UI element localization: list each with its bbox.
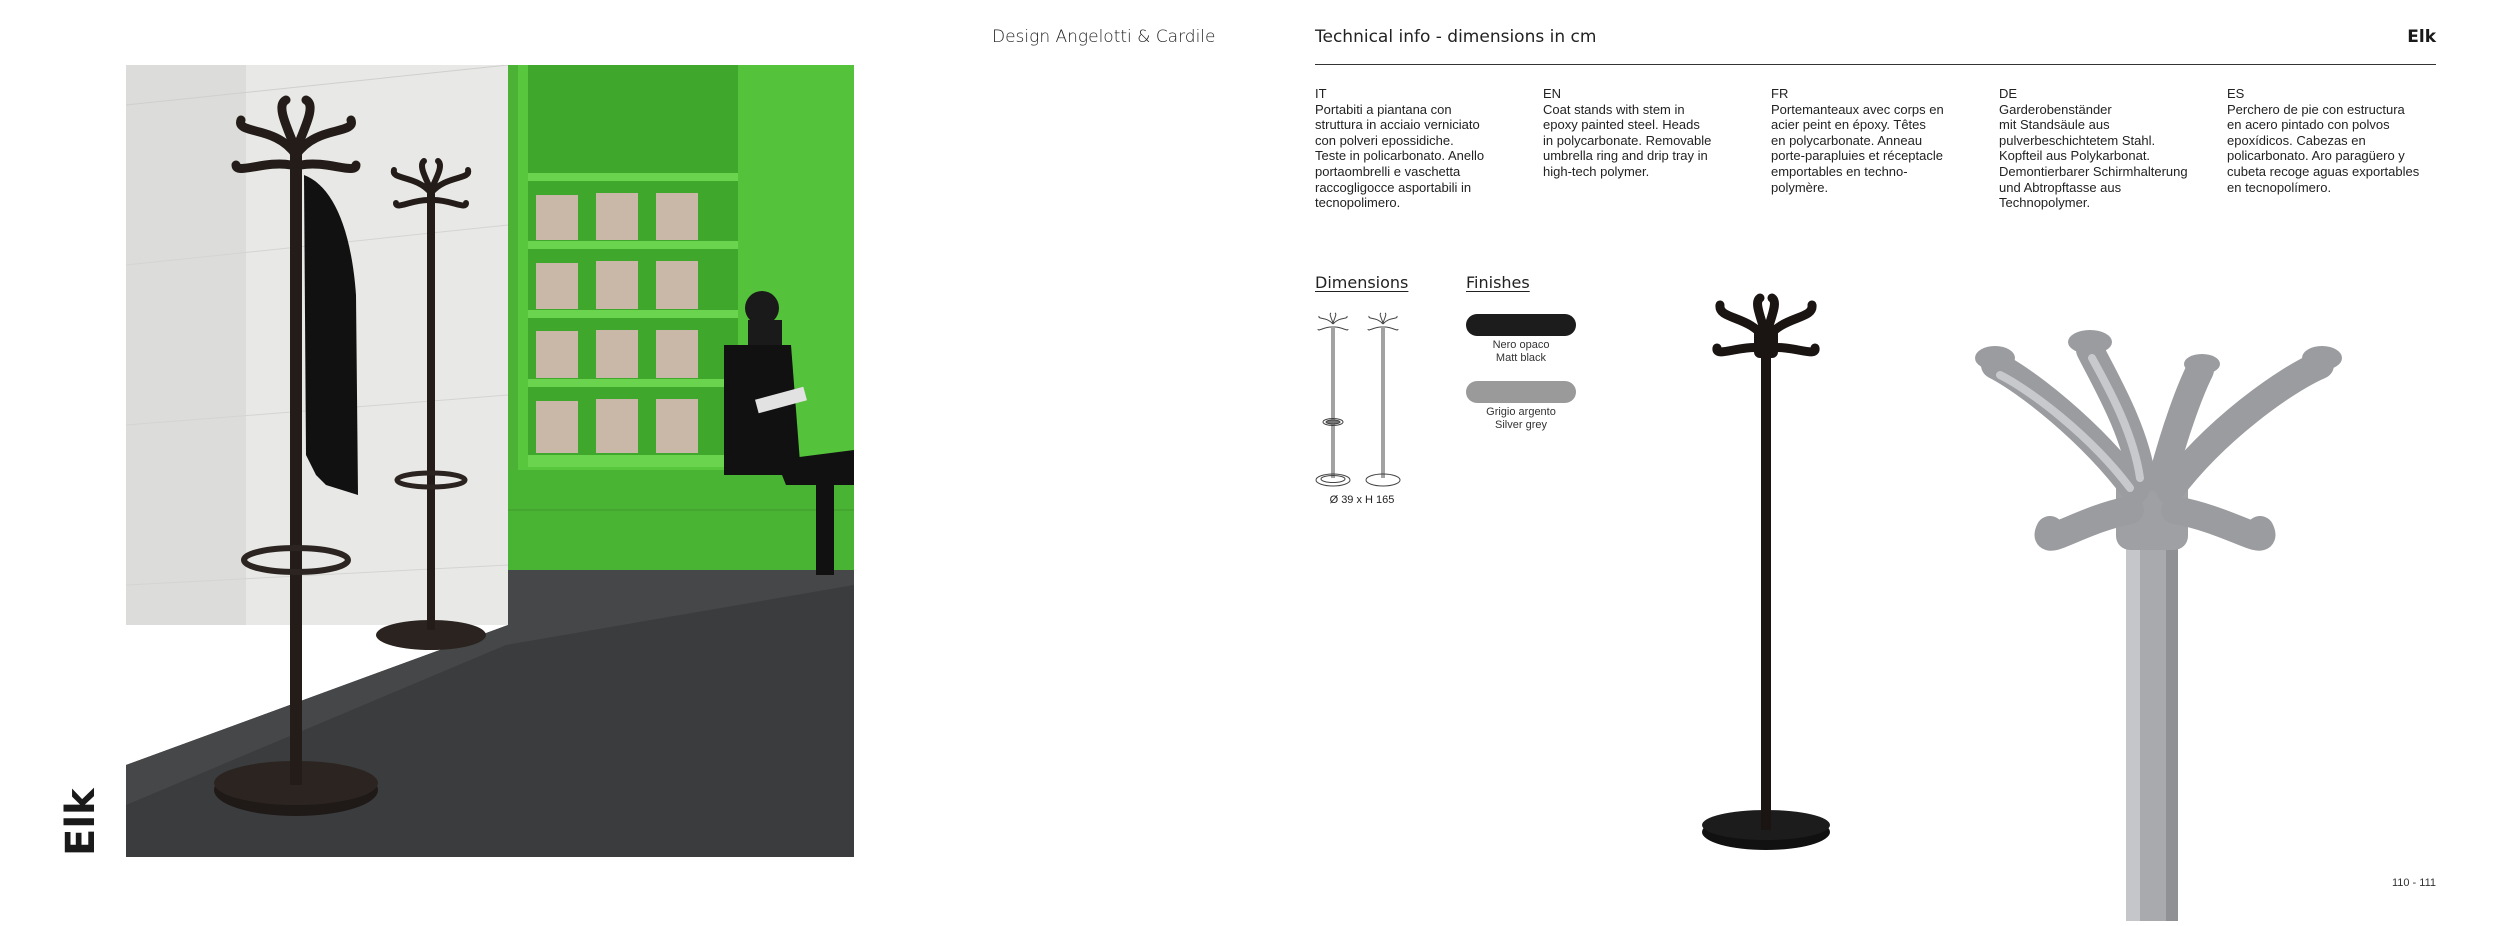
room-photo [126, 65, 854, 857]
lang-code: ES [2227, 86, 2245, 101]
lang-text: Perchero de pie con estructura en acero pintado con polvos epoxídicos. Cabezas en policarbonato. Aro paragüero y cubeta recoge aguas exportables en tecnopolímero. [2227, 101, 2420, 195]
lang-text: Portabiti a piantana con struttura in acciaio verniciato con polveri epossidiche. Teste in policarbonato. Anello portaombrelli e vaschetta raccogligocce asportabili in tecnopolimero. [1315, 101, 1485, 211]
room-scene-illustration [126, 65, 854, 857]
finish-name-it: Grigio argento [1486, 406, 1556, 418]
header-divider [1315, 64, 2436, 65]
finishes-heading: Finishes [1466, 273, 1530, 292]
lang-block-en [1543, 86, 1755, 180]
lang-code: EN [1543, 86, 1562, 101]
lang-text: Portemanteaux avec corps en acier peint en époxy. Têtes en polycarbonate. Anneau porte-parapluies et réceptacle emportables en techno- polymère. [1771, 101, 1944, 195]
product-name: Elk [2407, 27, 2436, 47]
dimensions-caption: Ø 39 x H 165 [1329, 494, 1395, 506]
black-coat-stand-image [1690, 290, 1850, 855]
lang-code: DE [1999, 86, 2018, 101]
vertical-title-text: Elk [58, 788, 104, 856]
finish-caption-grey [1466, 406, 1576, 432]
lang-code: IT [1315, 86, 1327, 101]
vertical-product-title [58, 788, 128, 866]
finish-name-it: Nero opaco [1492, 339, 1550, 351]
lang-block-it [1315, 86, 1527, 211]
dimensions-heading: Dimensions [1315, 273, 1409, 292]
finish-name-en: Silver grey [1495, 419, 1547, 431]
finish-name-en: Matt black [1495, 352, 1547, 364]
finish-caption-black [1466, 339, 1576, 365]
design-credit: Design Angelotti & Cardile [992, 27, 1216, 47]
lang-code: FR [1771, 86, 1789, 101]
lang-text: Garderobenständer mit Standsäule aus pulverbeschichtetem Stahl. Kopfteil aus Polykarbonat. Demontierbarer Schirmhalterung und Abtropftasse aus Technopolymer. [1999, 101, 2188, 211]
swatch-silver-grey [1466, 381, 1576, 403]
lang-block-fr [1771, 86, 1983, 195]
lang-block-de [1999, 86, 2211, 211]
silver-head-closeup-image [1930, 320, 2410, 921]
lang-text: Coat stands with stem in epoxy painted steel. Heads in polycarbonate. Removable umbrella ring and drip tray in high-tech polymer. [1543, 101, 1712, 179]
lang-block-es [2227, 86, 2439, 195]
technical-info-heading: Technical info - dimensions in cm [1315, 27, 1597, 47]
swatch-matt-black [1466, 314, 1576, 336]
dimensions-drawing [1312, 312, 1404, 492]
page-number: 110 - 111 [2391, 877, 2436, 889]
